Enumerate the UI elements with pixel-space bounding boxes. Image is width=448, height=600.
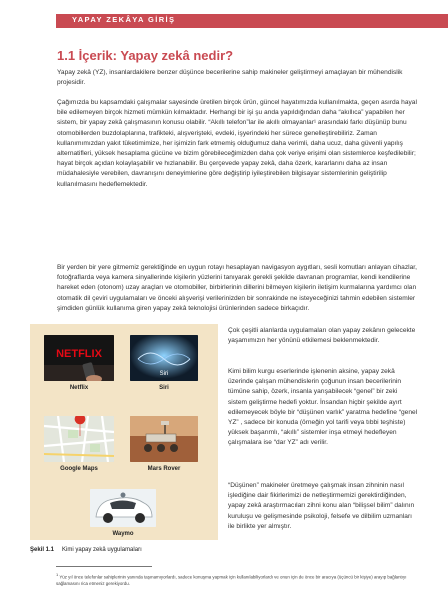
chapter-header-title: YAPAY ZEKÂYA GİRİŞ xyxy=(72,15,176,24)
footnote-number: 1 xyxy=(56,572,59,577)
side-paragraph-1: Çok çeşitli alanlarda uygulamaları olan yapay zekânın gelecekte yaşamımızın her yönünü etkilemesi beklenmektedir. xyxy=(228,327,416,345)
siri-label: Siri xyxy=(159,385,169,391)
footnote-rule xyxy=(56,566,152,567)
netflix-image xyxy=(44,335,114,381)
section-title: 1.1 İçerik: Yapay zekâ nedir? xyxy=(57,48,234,63)
figure-panel xyxy=(30,324,218,540)
siri-logo: Siri xyxy=(159,371,169,377)
body-paragraph-2: Çağımızda bu kapsamdaki çalışmalar sayesinde üretilen birçok ürün, güncel hayatımızda kullanılmakta, geçen asırda hayal bile edilemeyen birçok hizmeti mümkün kılmaktadır. Herhangi bir işi şu anda yapıldığından daha “akıllıca” yapabilen her sistem, bir yapay zekâ çalışmasının konusu olabilir. “Akıllı telefon”lar ile akıllı olmayanlar¹ arasındaki farkı düşünüp bunu otomobillerden buzdolaplarına, trafikteki, alışverişteki, evdeki, işyerindeki her sürece genelleştirebiliriz. Zaman kullanımımızdan yakıt tüketimimize, her işimizin fark etmemiş olduğumuz daha verimli, daha ucuz, daha güvenli yapılış alternatifleri, yüksek hesaplama gücüne ve bizim görebileceğimizden daha çok veriye erişimi olan sistemlerce keşfedilebilir; hayat birçok açıdan kolaylaşabilir ve hızlanabilir. Bu çerçevede yapay zekâ, daha özerk, kararlarını daha az insan müdahalesiyle verebilen, davranışını deneyimlerine göre değiştirip iyileştirebilen bilgisayar sistemlerinin geliştirilip kullanılmasını hedeflemektedir. xyxy=(57,99,417,188)
netflix-logo: NETFLIX xyxy=(56,348,102,360)
waymo-image xyxy=(90,489,156,527)
figure-caption xyxy=(30,547,142,553)
waymo-label: Waymo xyxy=(112,531,134,537)
intro-paragraph: Yapay zekâ (YZ), insanlardakilere benzer düşünce becerilerine sahip makineler geliştirmeyi amaçlayan bir mühendislik projesidir. xyxy=(57,69,403,87)
footnote-text: Yüz yıl önce telefonlar sahiplerinin yanında taşınamıyorlardı, sadece konuşma yapmak için kullanılabiliyorlardı ve onun için de önce bir aracıya (üçüncü bir kişiye) arayıp bağlantıyı sağlamasını rica etmeniz gerekiyordu. xyxy=(56,574,407,586)
figure-caption-text: Kimi yapay zekâ uygulamaları xyxy=(62,547,142,553)
body-paragraph-3: Bir yerden bir yere gitmemiz gerektiğinde en uygun rotayı hesaplayan navigasyon aygıtları, sesli komutları anlayan cihazlar, fotoğraflarda veya kamera sinyallerinde kişilerin yüzlerini tanıyarak gerekli şekilde davranan programlar, kendi kendilerine hareket eden (otonom) uzay araçları ve otomobiller, birbirlerinin dillerini bilmeyen kişilerin iletişim kurmalarına yardımcı olan otomatik dil çeviri uygulamaları ve önceki alışverişi verilerinizden bir sonrakinde ne isteyeceğinizi tahmin edebilen sistemler şimdiden günlük kullanıma giren yapay zekâ teknolojisi ürünlerinden sadece birkaçıdır. xyxy=(57,264,417,312)
google-maps-label: Google Maps xyxy=(60,466,98,472)
netflix-label: Netflix xyxy=(69,385,89,391)
footnote xyxy=(56,572,426,587)
google-maps-image xyxy=(44,416,114,462)
mars-rover-image xyxy=(130,416,198,462)
figure-caption-number: Şekil 1.1 xyxy=(30,547,55,553)
side-paragraph-2: Kimi bilim kurgu eserlerinde işlenenin aksine, yapay zekâ üzerinde çalışan mühendislerin çoğunun insan becerilerinin tümüne sahip, özerk, insanla yarışabilecek “genel” bir zeki sistem geliştirme hedefi yoktur. İnsandan hiçbir şekilde ayırt edilemeyecek böyle bir “düşünen varlık” yaratma hedefine “genel YZ” , sadece bir konuda (örneğin yol tarifi veya tıbbi teşhiste) yüksek başarımlı, “akıllı” sistemler inşa etmeyi hedefleyen çalışmalara ise “dar YZ” adı verilir. xyxy=(228,368,418,447)
mars-rover-label: Mars Rover xyxy=(147,466,181,472)
siri-image xyxy=(130,335,198,381)
side-paragraph-3: “Düşünen” makineler üretmeye çalışmak insan zihninin nasıl işlediğine dair fikirlerimizi de netleştirmemizi gerektirdiğinden, yapay zekâ araştırmacıları zihni konu alan “bilişsel bilim” dalının kuruluşu ve gelişmesinde psikoloji, felsefe ve dilbilim uzmanları ile birlikte yer almıştır. xyxy=(228,482,415,530)
